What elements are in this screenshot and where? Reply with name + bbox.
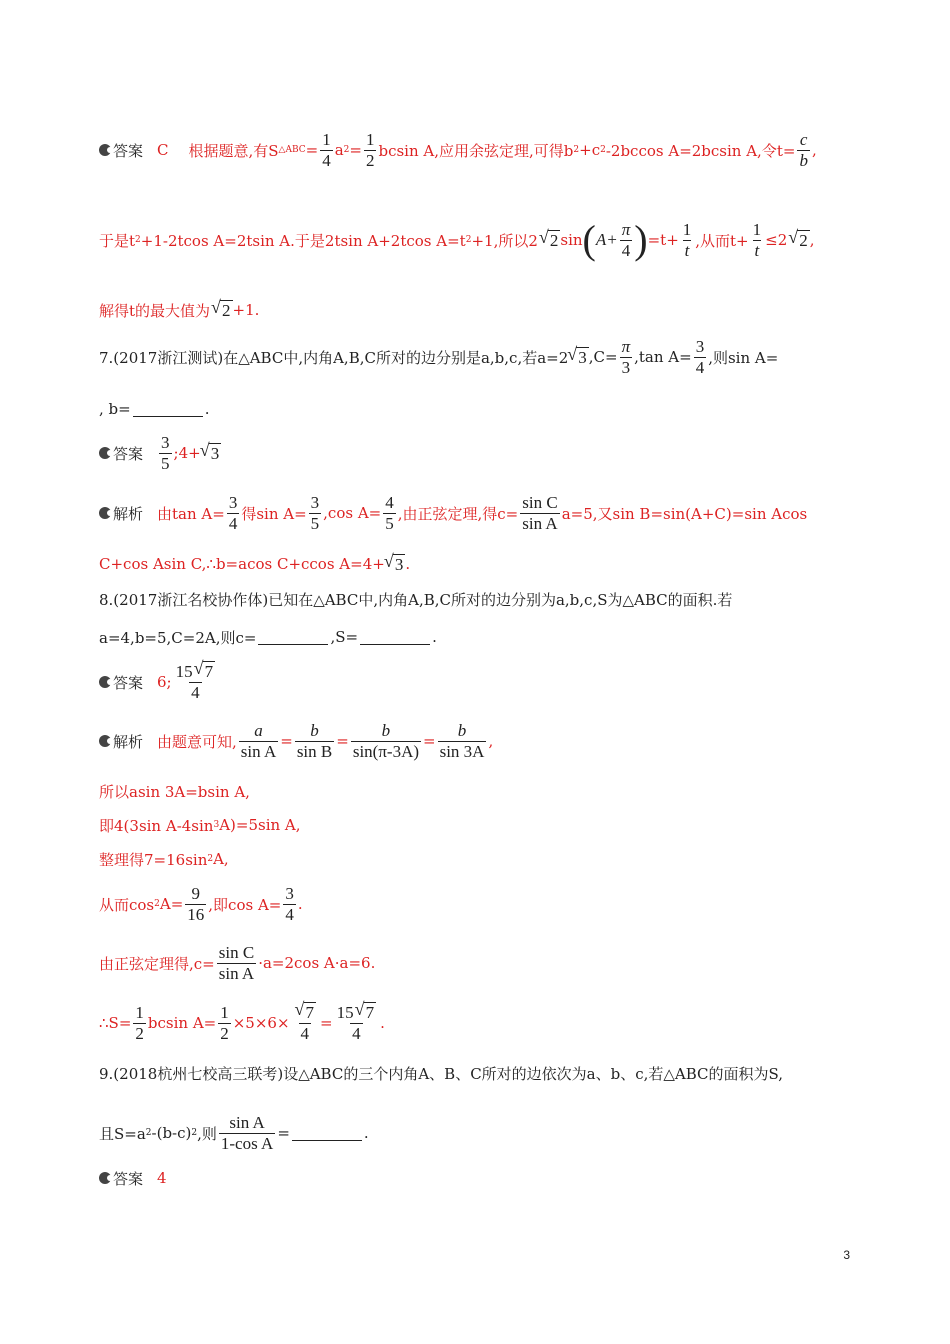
q8-stem-line1: 8.(2017浙江名校协作体)已知在△ABC中,内角A,B,C所对的边分别为a,b,c,S为△ABC的面积.若 [99,590,733,609]
fraction: $\frac{1}{t}$ [752,219,762,260]
answer-tag: 答案 [99,1168,143,1189]
fraction: $\frac{3}{5}$ [161,432,170,473]
fraction: √ $\frac{7}{4}$ [292,1002,319,1044]
q8-answer: 答案 6; $\frac{15√ 7}{4}$ [99,660,850,704]
fraction: $\frac{\text{sin C}}{\text{sin A}}$ [218,942,255,983]
answer-blank[interactable] [292,1126,362,1141]
fraction: $\frac{3}{5}$ [310,492,320,533]
analysis-tag: 解析 [99,731,143,752]
analysis-bullet-icon [99,507,111,519]
fraction: $\frac{1}{2}$ [135,1002,144,1043]
answer-bullet-icon [99,1172,111,1184]
q7-analysis-line2: C+cos Asin C,∴b=acos C+ccos A=4+ √ 3 . [99,552,850,576]
fraction: $\frac{1}{t}$ [682,219,692,260]
paren-right: ) [634,217,648,262]
answer-blank[interactable] [258,630,328,645]
fraction: $\frac{1}{4}$ [322,129,331,170]
sqrt: √ 3 [576,347,589,368]
fraction: $\frac{3}{4}$ [228,492,238,533]
q6-answer-line1: 答案 C 根据题意,有S △ABC = $\frac{1}{4}$ a 2 = $\frac{1}{2}$ bcsin A,应用余弦定理,可得b 2 +c 2 -2bccos A=2bcsin A,令t= $\frac{c}{b}$ , [99,130,850,170]
sqrt: √ 3 [209,443,222,464]
answer-tag: 答案 [99,140,143,161]
fraction: $\frac{3}{4}$ [695,336,705,377]
sqrt: √ 2 [548,230,561,251]
fraction: $\frac{1}{2}$ [365,129,375,170]
q9-stem-line1: 9.(2018杭州七校高三联考)设△ABC的三个内角A、B、C所对的边依次为a、b、c,若△ABC的面积为S, [99,1064,784,1083]
answer-bullet-icon [99,676,111,688]
fraction: $\frac{\text{sin A}}{\text{1-cos A}}$ [220,1112,274,1153]
q7-stem-line1: 7.(2017浙江测试)在△ABC中,内角A,B,C所对的边分别是a,b,c,若a=2 √ 3 ,C= $\frac{\pi}{3}$ ,tan A= $\frac{3}{4}$ ,则sin A= [99,336,850,378]
q8-step5: 由正弦定理得,c= $\frac{\text{sin C}}{\text{sin A}}$ ·a=2cos A·a=6. [99,942,376,983]
fraction: $\frac{4}{5}$ [385,492,394,533]
fraction: $\frac{b}{\text{sin B}}$ [296,720,333,761]
q8-step4: 从而cos 2 A= $\frac{9}{16}$ ,即cos A= $\frac{3}{4}$ . [99,883,303,924]
q7-stem-line2: , b= . [99,400,210,418]
q9-answer: 答案 4 [99,1167,850,1189]
q6-answer-line2: 于是t 2 +1-2tcos A=2tsin A.于是2tsin A+2tcos A=t 2 +1,所以2 √ 2 sin ( A+ $\frac{\pi}{4}$ ) =t+ $\frac{1}{t}$ ,从而t+ $\frac{1}{t}$ ≤2 √ 2 , [99,218,850,262]
fraction: $\frac{b}{\sin 3A}$ [439,720,485,761]
sqrt: √ 3 [393,554,406,575]
q8-analysis-line1: 解析 由题意可知, $\frac{a}{\text{sin A}}$ = $\frac{b}{\text{sin B}}$ = $\frac{b}{\sin(\pi-3A)}$ = $\frac{b}{\sin 3A}$ , [99,718,850,764]
q7-answer: 答案 $\frac{3}{5}$ ;4+ √ 3 [99,432,850,474]
fraction: $\frac{c}{b}$ [799,129,808,170]
sqrt: √ 2 [220,300,233,321]
answer-tag: 答案 [99,443,143,464]
fraction: $\frac{1}{2}$ [220,1002,229,1043]
answer-bullet-icon [99,447,111,459]
q8-stem-line2: a=4,b=5,C=2A,则c= ,S= . [99,628,437,647]
answer-blank[interactable] [133,402,203,417]
q9-stem-line2: 且S=a 2 -(b-c) 2 ,则 $\frac{\text{sin A}}{\text{1-cos A}}$ = . [99,1112,369,1153]
fraction: $\frac{\text{sin C}}{\text{sin A}}$ [522,492,558,533]
paren-left: ( [582,217,596,262]
page-number: 3 [843,1248,850,1262]
fraction: $\frac{b}{\sin(\pi-3A)}$ [352,720,420,761]
sqrt: √ 2 [797,230,810,251]
analysis-bullet-icon [99,735,111,747]
fraction: $\frac{\pi}{4}$ [621,219,631,260]
q8-step2: 即4(3sin A-4sin 3 A)=5sin A, [99,816,301,835]
q7-analysis-line1: 解析 由tan A= $\frac{3}{4}$ 得sin A= $\frac{3}{5}$ ,cos A= $\frac{4}{5}$ ,由正弦定理,得c= $\frac{\text{sin C}}{\text{sin A}}$ a=5,又sin B=sin(A+C)=sin Acos [99,491,850,535]
answer-blank[interactable] [360,630,430,645]
fraction: $\frac{9}{16}$ [187,883,205,924]
answer-tag: 答案 [99,672,143,693]
fraction: $\frac{a}{\text{sin A}}$ [240,720,277,761]
q6-answer-line3: 解得t的最大值为 √ 2 +1. [99,298,850,322]
q8-step6: ∴S= $\frac{1}{2}$ bcsin A= $\frac{1}{2}$ ×5×6× √ $\frac{7}{4}$ = $\frac{15√ 7}{4}$ . [99,1000,850,1046]
fraction: $\frac{15√ 7}{4}$ [335,1002,379,1044]
answer-bullet-icon [99,144,111,156]
q8-step3: 整理得7=16sin 2 A, [99,850,229,869]
fraction: $\frac{3}{4}$ [285,883,294,924]
q8-step1: 所以asin 3A=bsin A, [99,782,250,801]
analysis-tag: 解析 [99,503,143,524]
fraction: $\frac{15√ 7}{4}$ [174,661,218,703]
fraction: $\frac{\pi}{3}$ [621,336,631,377]
